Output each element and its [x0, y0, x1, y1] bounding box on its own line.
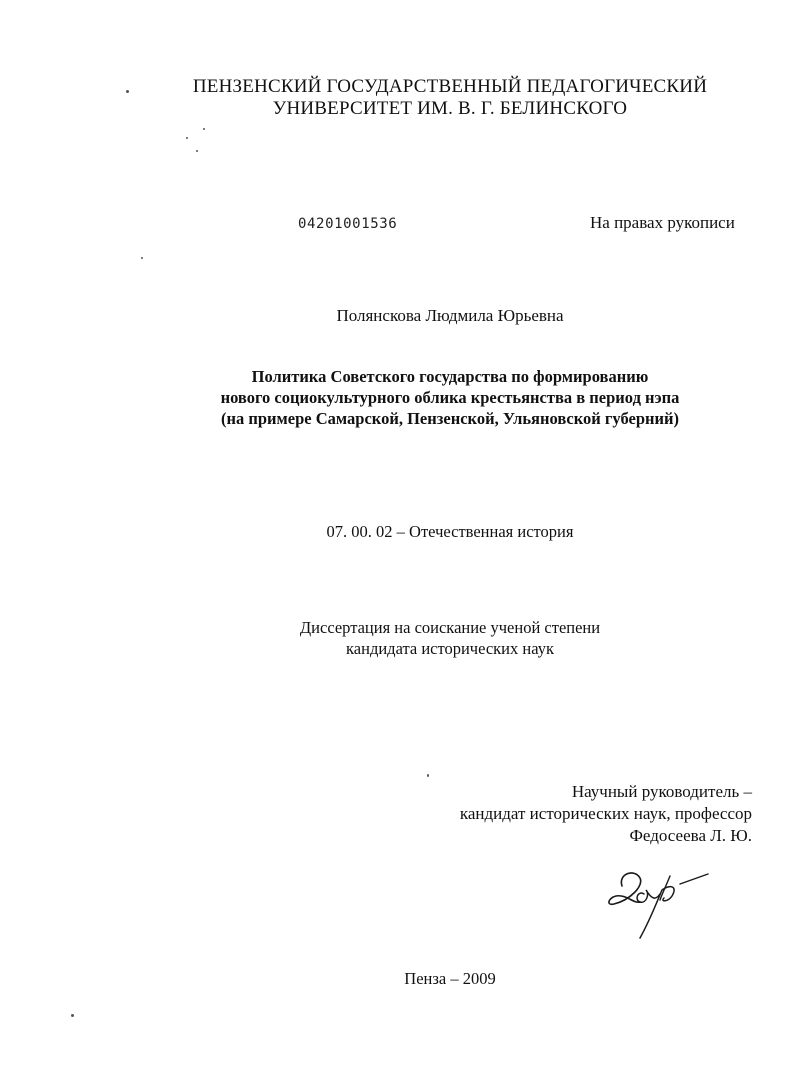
scan-speck — [196, 150, 198, 152]
scan-speck — [126, 90, 129, 93]
university-line-1: ПЕНЗЕНСКИЙ ГОСУДАРСТВЕННЫЙ ПЕДАГОГИЧЕСКИЙ — [192, 76, 708, 97]
title-line-1: Политика Советского государства по формированию — [251, 367, 649, 386]
degree-statement — [200, 617, 700, 659]
title-line-3: (на примере Самарской, Пензенской, Ульяновской губерний) — [220, 409, 680, 428]
specialty-code: 07. 00. 02 – Отечественная история — [326, 522, 574, 541]
supervisor-block — [460, 781, 752, 847]
degree-line-1: Диссертация на соискание ученой степени — [299, 618, 601, 637]
handwritten-signature — [600, 860, 720, 945]
dissertation-title — [150, 366, 750, 429]
scan-speck — [427, 774, 429, 777]
scan-speck — [141, 257, 143, 259]
city-year: Пенза – 2009 — [404, 969, 496, 988]
university-line-2: УНИВЕРСИТЕТ ИМ. В. Г. БЕЛИНСКОГО — [272, 98, 628, 119]
scan-speck — [71, 1014, 74, 1017]
title-line-2: нового социокультурного облика крестьянства в период нэпа — [220, 388, 680, 407]
degree-line-2: кандидата исторических наук — [346, 639, 554, 658]
scan-speck — [203, 128, 205, 130]
supervisor-line-2: кандидат исторических наук, профессор — [459, 804, 752, 823]
author-name: Полянскова Людмила Юрьевна — [336, 306, 564, 325]
archive-code-stamp: 04201001536 — [298, 216, 398, 232]
university-header — [130, 76, 770, 120]
supervisor-line-3: Федосеева Л. Ю. — [629, 826, 752, 845]
supervisor-line-1: Научный руководитель – — [571, 782, 752, 801]
scan-speck — [186, 137, 188, 139]
manuscript-note: На правах рукописи — [590, 213, 735, 232]
